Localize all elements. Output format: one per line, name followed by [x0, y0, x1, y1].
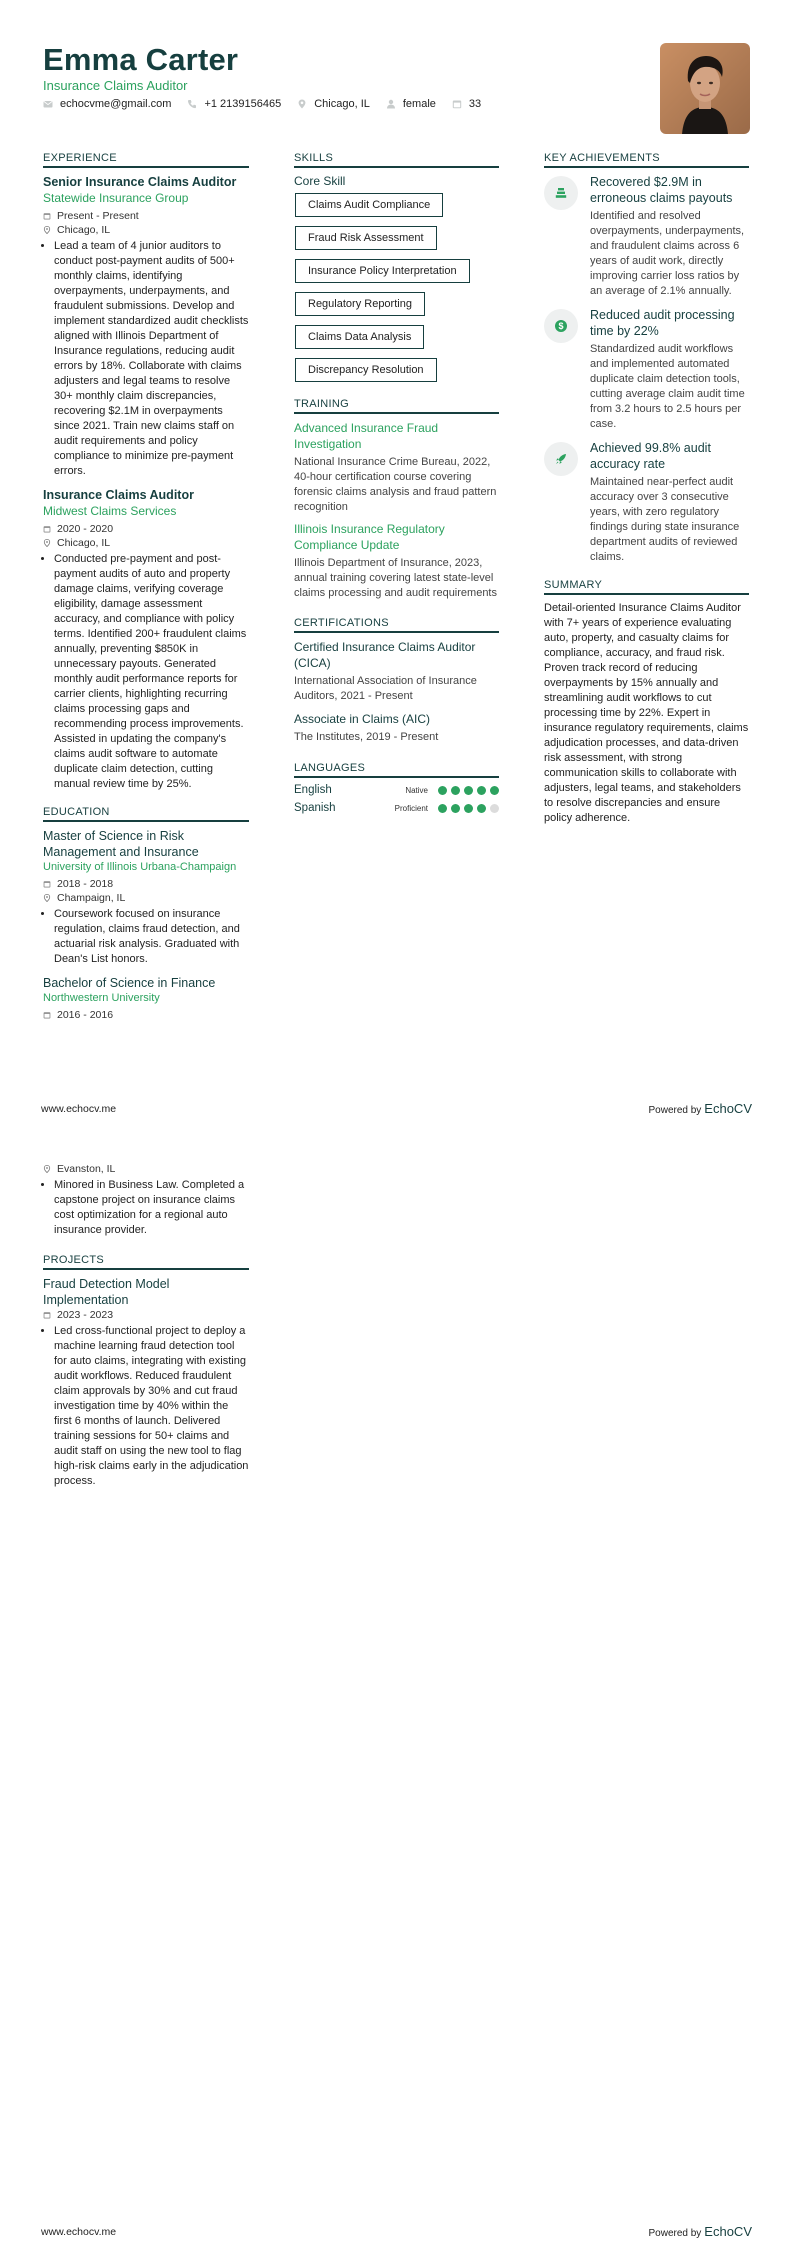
achievement-item — [544, 440, 749, 565]
edu-school: University of Illinois Urbana-Champaign — [43, 861, 237, 873]
footer-brand: EchoCV — [704, 1101, 752, 1116]
skill-tag: Insurance Policy Interpretation — [295, 259, 470, 283]
phone-icon — [187, 99, 197, 109]
edu-school: Northwestern University — [43, 992, 160, 1004]
job-dates — [43, 209, 249, 223]
education-item — [43, 975, 249, 1022]
project-bullets — [43, 1324, 249, 1489]
footer-powered-by — [648, 2224, 752, 2239]
job-location-text: Chicago, IL — [57, 224, 111, 236]
job-location — [43, 536, 249, 550]
rating-dot — [490, 804, 499, 813]
education-item — [43, 828, 249, 967]
location-icon — [43, 539, 51, 547]
left-column-continued — [43, 1162, 249, 1489]
skill-tag: Fraud Risk Assessment — [295, 226, 437, 250]
job-bullet: • Conducted pre-payment and post-payment audits of auto and property damage claims, verifying coverage eligibility, damage assessment accuracy, and compliance with policy terms. Identified 200+ fraudulent claims annually, preventing $850K in unnecessary payouts. Generated monthly audit performance reports for carrier clients, highlighting recurring claims processing gaps and recommending process improvements. Assisted in updating the company's claims audit software to automate duplicate claim detection, cutting manual review time by 25%. — [54, 552, 249, 792]
location-icon — [297, 99, 307, 109]
rating-dot — [477, 786, 486, 795]
contact-location — [297, 98, 370, 110]
achievements-heading: KEY ACHIEVEMENTS — [544, 152, 749, 168]
candidate-role: Insurance Claims Auditor — [43, 78, 188, 93]
experience-item — [43, 487, 249, 792]
experience-item — [43, 174, 249, 479]
rating-dot — [438, 804, 447, 813]
language-name: English — [294, 784, 332, 796]
experience-heading: EXPERIENCE — [43, 152, 249, 168]
job-location — [43, 223, 249, 237]
job-dates-text: 2020 - 2020 — [57, 523, 114, 535]
calendar-icon — [43, 525, 51, 533]
edu-location-text: Champaign, IL — [57, 892, 126, 904]
contact-email[interactable] — [43, 98, 171, 110]
rating-dot — [438, 786, 447, 795]
job-dates — [43, 522, 249, 536]
job-title: Insurance Claims Auditor — [43, 488, 194, 502]
edu-dates-text: 2016 - 2016 — [57, 1009, 114, 1021]
training-item — [294, 420, 499, 515]
job-bullets — [43, 239, 249, 479]
job-dates-text: Present - Present — [57, 210, 139, 222]
location-icon — [43, 1165, 51, 1173]
language-rating — [434, 786, 499, 795]
calendar-icon — [43, 1311, 51, 1319]
achievement-desc: Standardized audit workflows and implemented automated duplicate claim detection tools, cutting average claim audit time from 3.2 hours to 2.5 hours per case. — [590, 343, 745, 430]
achievement-item — [544, 307, 749, 432]
stacked-layers-icon — [544, 176, 578, 210]
profile-photo — [660, 43, 750, 134]
footer-powered-label: Powered by — [648, 2228, 702, 2239]
contact-phone[interactable] — [187, 98, 281, 110]
job-company: Statewide Insurance Group — [43, 191, 189, 205]
edu-bullets — [43, 907, 249, 967]
rating-dot — [464, 786, 473, 795]
summary-heading: SUMMARY — [544, 579, 749, 595]
training-title: Advanced Insurance Fraud Investigation — [294, 421, 439, 451]
achievement-title: Reduced audit processing time by 22% — [590, 308, 735, 338]
certification-desc: The Institutes, 2019 - Present — [294, 731, 439, 743]
training-title: Illinois Insurance Regulatory Compliance Update — [294, 522, 445, 552]
language-rating — [434, 804, 499, 813]
skill-list — [294, 193, 499, 391]
rating-dot — [477, 804, 486, 813]
edu-location-text: Evanston, IL — [57, 1163, 116, 1175]
job-title: Senior Insurance Claims Auditor — [43, 175, 237, 189]
rating-dot — [490, 786, 499, 795]
calendar-icon — [43, 1011, 51, 1019]
training-item — [294, 521, 499, 601]
project-title: Fraud Detection Model Implementation — [43, 1277, 170, 1307]
email-icon — [43, 99, 53, 109]
skill-tag: Regulatory Reporting — [295, 292, 425, 316]
job-location-text: Chicago, IL — [57, 537, 111, 549]
language-level: Proficient — [394, 803, 428, 813]
dollar-coin-icon — [544, 309, 578, 343]
job-bullet: • Lead a team of 4 junior auditors to conduct post-payment audits of 500+ monthly claims, identifying overpayments, underpayments, and fraudulent submissions. Develop and implement standardized audit checklists aligned with Illinois Department of Insurance regulations, reducing audit errors by 18%. Collaborate with claims adjusters and legal teams to resolve 30+ monthly claim discrepancies, recovering $2.1M in overpayments since 2021. Train new claims staff on audit requirements and policy compliance to minimize pre-payment errors. — [54, 239, 249, 479]
rating-dot — [464, 804, 473, 813]
skill-tag: Claims Data Analysis — [295, 325, 424, 349]
language-row — [294, 784, 499, 796]
rating-dot — [451, 786, 460, 795]
training-desc: Illinois Department of Insurance, 2023, annual training covering latest state-level claims processing and audit requirements — [294, 557, 497, 599]
certification-title: Certified Insurance Claims Auditor (CICA) — [294, 640, 476, 670]
rocket-icon — [544, 442, 578, 476]
job-bullets — [43, 552, 249, 792]
right-column — [544, 152, 749, 826]
edu-location — [43, 891, 249, 905]
contact-bar — [43, 98, 497, 110]
skills-subtitle: Core Skill — [294, 174, 346, 188]
project-bullet: • Led cross-functional project to deploy a machine learning fraud detection tool for auto claims, integrating with existing audit workflows. Reduced fraudulent claim approvals by 30% and cut fraud investigation time by 40% within the first 6 months of launch. Delivered training sessions for 50+ claims and audit staff on using the new tool to flag high-risk claims early in the adjudication process. — [54, 1324, 249, 1489]
training-heading: TRAINING — [294, 398, 499, 414]
person-icon — [386, 99, 396, 109]
skill-tag: Discrepancy Resolution — [295, 358, 437, 382]
footer-brand: EchoCV — [704, 2224, 752, 2239]
edu-degree: Bachelor of Science in Finance — [43, 976, 216, 990]
achievement-desc: Maintained near-perfect audit accuracy over 3 consecutive years, with zero regulatory findings during state insurance department audits of reviewed claims. — [590, 476, 740, 563]
achievement-title: Recovered $2.9M in erroneous claims payouts — [590, 175, 733, 205]
edu-bullets — [43, 1178, 249, 1238]
contact-gender-text: female — [402, 98, 436, 110]
projects-heading: PROJECTS — [43, 1254, 249, 1270]
edu-dates — [43, 1008, 249, 1022]
contact-gender — [386, 98, 436, 110]
footer-website[interactable]: www.echocv.me — [41, 2226, 117, 2238]
skills-heading: SKILLS — [294, 152, 499, 168]
edu-location — [43, 1162, 249, 1176]
svg-text:$: $ — [558, 321, 564, 332]
left-column — [43, 152, 249, 1022]
languages-heading: LANGUAGES — [294, 762, 499, 778]
edu-bullet: • Coursework focused on insurance regulation, claims fraud detection, and actuarial risk analysis. Graduated with Dean's List honors. — [54, 907, 249, 967]
rating-dot — [451, 804, 460, 813]
project-item — [43, 1276, 249, 1489]
contact-phone-text: +1 2139156465 — [204, 98, 282, 110]
project-dates-text: 2023 - 2023 — [57, 1309, 114, 1321]
footer-website[interactable]: www.echocv.me — [41, 1103, 117, 1115]
project-dates — [43, 1308, 249, 1322]
contact-age — [452, 98, 481, 110]
training-desc: National Insurance Crime Bureau, 2022, 40-hour certification course covering forensic claims analysis and fraud pattern recognition — [294, 456, 497, 513]
edu-degree: Master of Science in Risk Management and Insurance — [43, 829, 199, 859]
calendar-icon — [43, 212, 51, 220]
summary-text: Detail-oriented Insurance Claims Auditor with 7+ years of experience evaluating auto, property, and casualty claims for compliance, accuracy, and fraud risk. Proven track record of reducing overpayments by 15% annually and streamlining audit workflows to cut processing time by 22%. Expert in insurance regulatory requirements, claims adjudication processes, and data-driven risk assessment, with strong communication skills to collaborate with adjusters, legal teams, and stakeholders to resolve discrepancies and ensure policy adherence. — [544, 602, 749, 824]
edu-dates — [43, 877, 249, 891]
language-name: Spanish — [294, 802, 336, 814]
edu-bullet: • Minored in Business Law. Completed a capstone project on insurance claims cost optimization for a regional auto insurance provider. — [54, 1178, 249, 1238]
skill-tag: Claims Audit Compliance — [295, 193, 443, 217]
achievement-desc: Identified and resolved overpayments, underpayments, and fraudulent claims across 6 years of audit work, directly improving carrier loss ratios by an average of 2.1% annually. — [590, 210, 745, 297]
middle-column — [294, 152, 499, 820]
certification-title: Associate in Claims (AIC) — [294, 712, 431, 726]
education-heading: EDUCATION — [43, 806, 249, 822]
location-icon — [43, 226, 51, 234]
contact-age-text: 33 — [468, 98, 482, 110]
calendar-icon — [452, 99, 462, 109]
job-company: Midwest Claims Services — [43, 504, 177, 518]
certifications-heading: CERTIFICATIONS — [294, 617, 499, 633]
achievement-title: Achieved 99.8% audit accuracy rate — [590, 441, 711, 471]
certification-item — [294, 711, 499, 745]
calendar-icon — [43, 880, 51, 888]
candidate-name: Emma Carter — [43, 42, 239, 77]
achievement-item — [544, 174, 749, 299]
certification-item — [294, 639, 499, 704]
footer-powered-label: Powered by — [648, 1105, 702, 1116]
edu-dates-text: 2018 - 2018 — [57, 878, 114, 890]
location-icon — [43, 894, 51, 902]
language-row — [294, 802, 499, 814]
certification-desc: International Association of Insurance Auditors, 2021 - Present — [294, 675, 477, 702]
footer-powered-by — [648, 1101, 752, 1116]
contact-email-text: echocvme@gmail.com — [60, 98, 172, 110]
language-level: Native — [405, 785, 428, 795]
contact-location-text: Chicago, IL — [314, 98, 370, 110]
